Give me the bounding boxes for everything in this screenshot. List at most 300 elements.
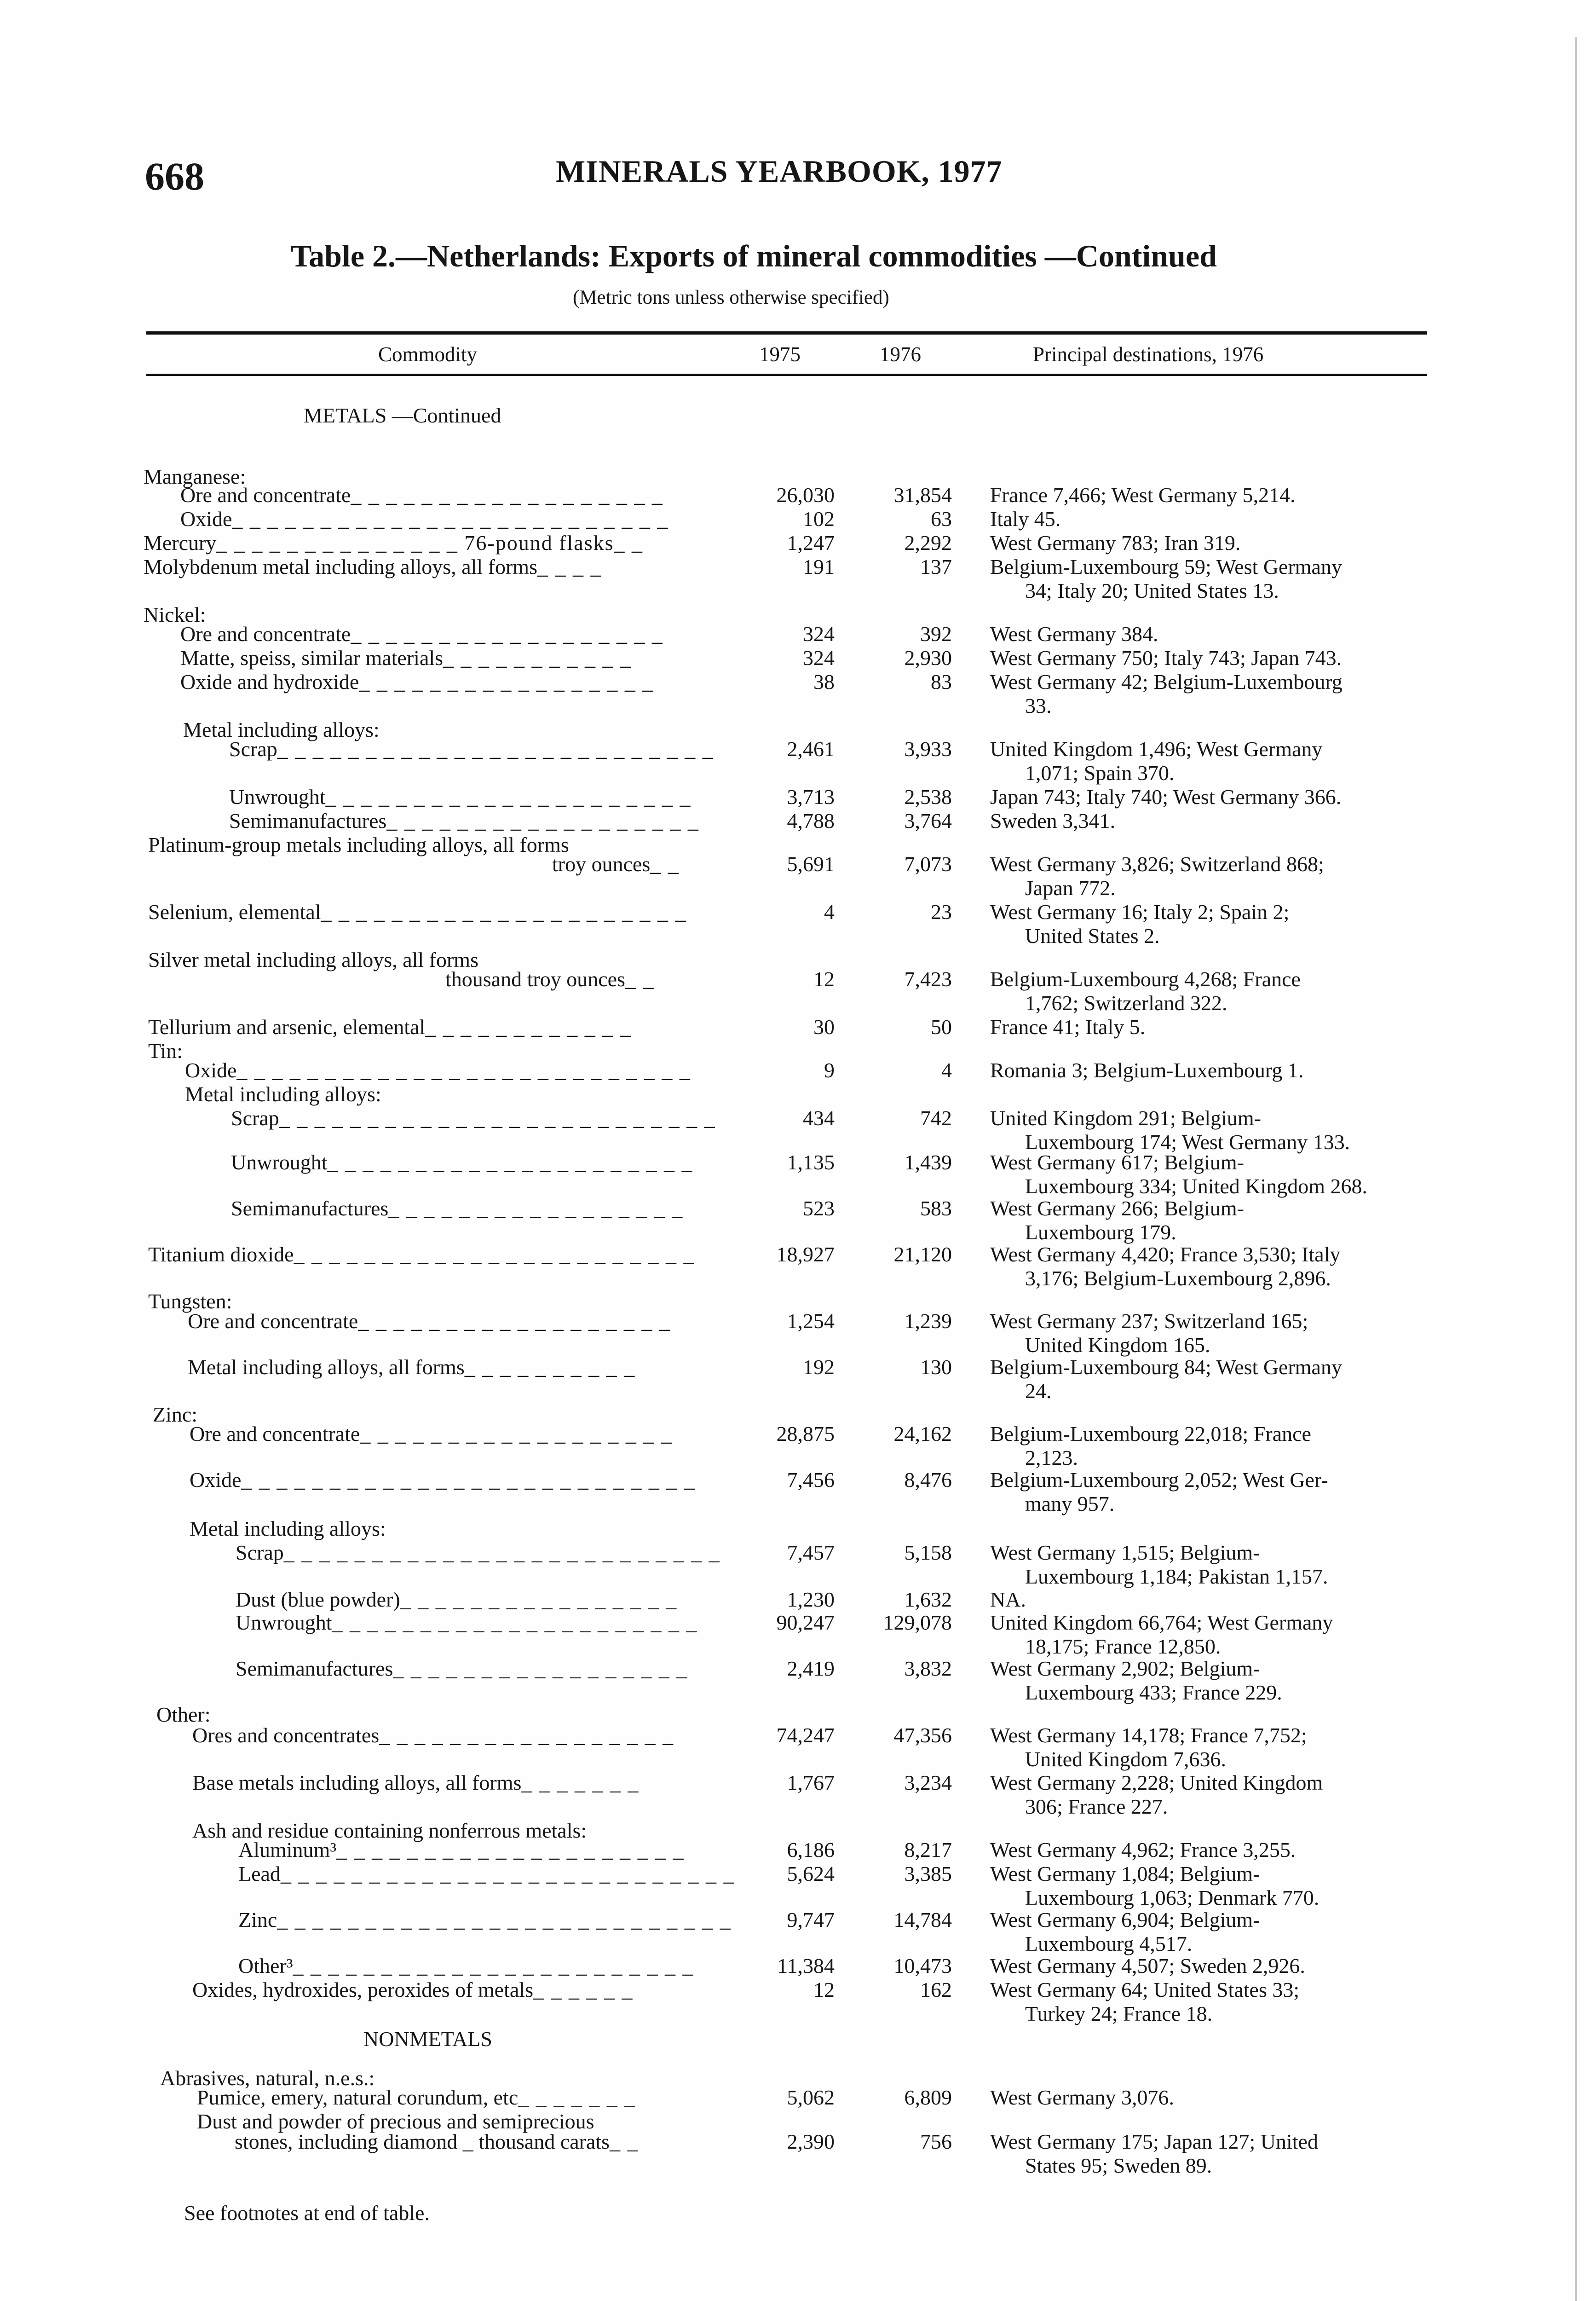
dot-leader: _ _ _ _ _ _ _ _ _ _ _ _ _ _ _ _ _ <box>379 1723 674 1747</box>
commodity-name: Metal including alloys: <box>190 1517 386 1540</box>
commodity-cell <box>192 1771 639 1795</box>
destinations-continuation: 1,071; Spain 370. <box>1025 761 1175 785</box>
value-1976: 1,439 <box>904 1150 952 1174</box>
value-1976: 83 <box>931 670 952 694</box>
destinations-line: United Kingdom 1,496; West Germany <box>990 737 1323 761</box>
destinations-continuation: Japan 772. <box>1025 876 1116 900</box>
commodity-cell <box>236 1611 698 1635</box>
destinations-line: Belgium-Luxembourg 59; West Germany <box>990 555 1342 578</box>
value-1975: 28,875 <box>776 1422 835 1445</box>
value-1976: 742 <box>920 1106 952 1130</box>
value-1975: 324 <box>803 622 835 646</box>
value-1976: 14,784 <box>893 1908 952 1931</box>
commodity-name: Other³ <box>238 1954 293 1977</box>
dot-leader: _ _ _ _ _ _ _ _ _ _ _ _ _ _ _ _ <box>400 1588 678 1611</box>
destinations-continuation: United Kingdom 165. <box>1025 1333 1210 1357</box>
value-1976: 3,933 <box>904 737 952 761</box>
value-1976: 162 <box>920 1978 952 2001</box>
destinations-continuation: United States 2. <box>1025 924 1160 948</box>
value-1976: 21,120 <box>893 1243 952 1266</box>
value-1975: 9 <box>824 1058 835 1082</box>
commodity-cell <box>238 1862 735 1886</box>
value-1976: 31,854 <box>893 483 952 507</box>
value-1975: 1,767 <box>787 1771 835 1794</box>
commodity-name: Oxides, hydroxides, peroxides of metals <box>192 1978 533 2001</box>
destinations-cell <box>990 1015 1145 1039</box>
value-1976: 2,292 <box>904 531 952 555</box>
destinations-cell <box>990 1838 1296 1862</box>
commodity-name: Molybdenum metal including alloys, all forms <box>144 555 537 578</box>
commodity-cell <box>180 507 668 531</box>
destinations-line: West Germany 16; Italy 2; Spain 2; <box>990 900 1290 924</box>
commodity-cell <box>185 1082 381 1106</box>
value-1975: 74,247 <box>776 1723 835 1747</box>
commodity-name: Oxide <box>185 1058 237 1082</box>
value-1976: 137 <box>920 555 952 578</box>
commodity-name: Zinc <box>238 1908 277 1931</box>
value-1976: 50 <box>931 1015 952 1039</box>
commodity-cell <box>185 1058 691 1082</box>
commodity-name: Mercury <box>144 531 217 555</box>
destinations-cell <box>990 1422 1311 1470</box>
commodity-name: Matte, speiss, similar materials <box>180 646 444 670</box>
destinations-continuation: 24. <box>1025 1379 1052 1403</box>
destinations-continuation: Luxembourg 4,517. <box>1025 1932 1193 1955</box>
commodity-name: Tungsten: <box>148 1289 232 1313</box>
dot-leader: _ _ _ _ _ _ _ _ _ _ _ _ _ _ _ _ _ _ _ _ _ _ _ <box>294 1243 695 1266</box>
destinations-continuation: 33. <box>1025 694 1052 717</box>
commodity-name: Unwrought <box>236 1611 332 1634</box>
page-number: 668 <box>145 154 204 198</box>
dot-leader: _ _ _ _ _ _ _ _ _ _ _ _ _ _ _ _ _ _ _ _ _ _ _ <box>293 1954 694 1977</box>
value-1975: 11,384 <box>777 1954 835 1977</box>
destinations-cell <box>990 1309 1308 1357</box>
commodity-cell <box>188 1355 635 1379</box>
commodity-name: Pumice, emery, natural corundum, etc <box>197 2086 519 2109</box>
dot-leader: _ _ _ _ _ _ _ _ _ _ _ _ _ _ _ _ _ _ _ _ <box>336 1838 685 1862</box>
commodity-name: Semimanufactures <box>231 1197 389 1220</box>
commodity-name: Base metals including alloys, all forms <box>192 1771 522 1794</box>
commodity-name: Semimanufactures <box>229 809 387 833</box>
destinations-continuation: 306; France 227. <box>1025 1795 1168 1818</box>
commodity-name: Oxide <box>190 1468 242 1492</box>
destinations-cell <box>990 1954 1305 1978</box>
value-1975: 30 <box>813 1015 835 1039</box>
value-1975: 4,788 <box>787 809 835 833</box>
commodity-name: Selenium, elemental <box>148 900 321 924</box>
destinations-continuation: 18,175; France 12,850. <box>1025 1635 1221 1658</box>
destinations-line: West Germany 617; Belgium- <box>990 1150 1245 1174</box>
destinations-cell <box>990 2086 1174 2110</box>
dot-leader: _ _ _ _ _ _ _ <box>521 1771 640 1794</box>
destinations-line: West Germany 4,420; France 3,530; Italy <box>990 1243 1341 1266</box>
value-1975: 102 <box>803 507 835 531</box>
destinations-line: West Germany 750; Italy 743; Japan 743. <box>990 646 1342 670</box>
value-1975: 2,419 <box>787 1657 835 1680</box>
table-top-rule <box>146 331 1427 335</box>
commodity-cell <box>188 1309 671 1333</box>
column-header-commodity: Commodity <box>378 343 478 366</box>
commodity-cell <box>190 1468 696 1492</box>
destinations-line: West Germany 14,178; France 7,752; <box>990 1723 1307 1747</box>
commodity-name: Metal including alloys: <box>183 718 380 741</box>
value-1975: 7,457 <box>787 1541 835 1564</box>
table-title: Table 2.—Netherlands: Exports of mineral commodities —Continued <box>291 238 1217 273</box>
value-1976: 2,538 <box>904 785 952 809</box>
destinations-cell <box>990 1150 1367 1198</box>
value-1975: 324 <box>803 646 835 670</box>
dot-leader: _ _ _ _ _ _ _ _ _ _ _ _ _ _ _ _ _ _ _ _ _ _ _ _ _ <box>277 737 714 761</box>
value-1976: 6,809 <box>904 2086 952 2109</box>
commodity-name: Metal including alloys: <box>185 1082 381 1106</box>
table-subtitle: (Metric tons unless otherwise specified) <box>573 287 889 308</box>
destinations-cell <box>990 900 1289 948</box>
commodity-name: Ore and concentrate <box>180 483 351 507</box>
commodity-cell <box>180 670 654 694</box>
commodity-name: Scrap <box>236 1541 284 1564</box>
dot-leader: _ _ _ _ _ _ _ _ _ _ _ _ _ _ _ _ _ <box>359 670 654 694</box>
value-1976: 756 <box>920 2130 952 2153</box>
commodity-name: Lead <box>238 1862 281 1885</box>
destinations-cell <box>990 1978 1299 2026</box>
dot-leader: _ _ _ _ _ _ _ _ _ _ _ _ _ _ _ _ _ _ _ _ _ <box>332 1611 698 1634</box>
commodity-cell <box>552 852 680 876</box>
dot-leader: _ _ _ _ _ _ _ _ _ _ _ _ _ _ _ _ _ _ _ _ _ <box>321 900 687 924</box>
destinations-continuation: Luxembourg 179. <box>1025 1220 1176 1244</box>
destinations-line: Japan 743; Italy 740; West Germany 366. <box>990 785 1342 809</box>
destinations-cell <box>990 1862 1319 1910</box>
value-1976: 583 <box>920 1197 952 1220</box>
dot-leader: _ _ _ _ _ _ _ _ _ _ _ _ _ _ _ _ _ _ _ _ _ _ _ _ _ <box>279 1106 716 1130</box>
value-1976: 2,930 <box>904 646 952 670</box>
destinations-line: West Germany 3,826; Switzerland 868; <box>990 852 1324 876</box>
commodity-name: Semimanufactures <box>236 1657 393 1680</box>
value-1976: 7,423 <box>904 967 952 991</box>
value-1975: 5,624 <box>787 1862 835 1885</box>
commodity-name: Manganese: <box>144 465 246 488</box>
commodity-name: stones, including diamond _ thousand carats <box>235 2130 610 2153</box>
commodity-cell <box>236 1588 677 1612</box>
destinations-cell <box>990 1468 1328 1516</box>
dot-leader: _ _ _ _ _ _ _ _ _ _ _ _ _ _ _ _ _ _ <box>360 1422 673 1445</box>
value-1975: 3,713 <box>787 785 835 809</box>
commodity-name: Silver metal including alloys, all forms <box>148 948 478 971</box>
scan-edge-line <box>1575 37 1577 2301</box>
destinations-line: NA. <box>990 1588 1026 1611</box>
destinations-continuation: Luxembourg 1,184; Pakistan 1,157. <box>1025 1565 1328 1588</box>
destinations-cell <box>990 1197 1244 1244</box>
dot-leader: _ _ _ _ _ _ _ _ _ _ <box>464 1355 636 1379</box>
value-1975: 1,254 <box>787 1309 835 1333</box>
dot-leader: _ _ _ _ _ _ _ _ _ _ _ _ _ _ _ _ _ _ _ _ _ <box>327 1150 693 1174</box>
destinations-line: Italy 45. <box>990 507 1061 531</box>
destinations-line: West Germany 1,084; Belgium- <box>990 1862 1260 1885</box>
destinations-continuation: 1,762; Switzerland 322. <box>1025 991 1227 1015</box>
commodity-cell <box>231 1197 683 1220</box>
commodity-name: Metal including alloys, all forms <box>188 1355 465 1379</box>
commodity-cell <box>190 1422 673 1446</box>
commodity-name: Ores and concentrates <box>192 1723 380 1747</box>
destinations-cell <box>990 1058 1303 1082</box>
destinations-line: United Kingdom 66,764; West Germany <box>990 1611 1333 1634</box>
value-1975: 38 <box>813 670 835 694</box>
destinations-line: Belgium-Luxembourg 22,018; France <box>990 1422 1311 1445</box>
commodity-name: Unwrought <box>229 785 326 809</box>
destinations-line: West Germany 6,904; Belgium- <box>990 1908 1260 1931</box>
value-1976: 23 <box>931 900 952 924</box>
destinations-cell <box>990 531 1240 555</box>
value-1975: 2,461 <box>787 737 835 761</box>
value-1975: 5,062 <box>787 2086 835 2109</box>
commodity-name: Oxide and hydroxide <box>180 670 359 694</box>
destinations-cell <box>990 507 1060 531</box>
destinations-continuation: 2,123. <box>1025 1446 1078 1469</box>
commodity-name: Ore and concentrate <box>188 1309 358 1333</box>
commodity-cell <box>229 737 714 761</box>
commodity-name: Platinum-group metals including alloys, all forms <box>148 833 569 856</box>
commodity-name: Zinc: <box>153 1403 198 1426</box>
value-1976: 5,158 <box>904 1541 952 1564</box>
destinations-line: West Germany 64; United States 33; <box>990 1978 1300 2001</box>
dot-leader: _ _ _ _ _ _ _ _ _ _ _ _ _ _ _ _ _ <box>393 1657 688 1680</box>
commodity-name: Scrap <box>229 737 277 761</box>
value-1975: 5,691 <box>787 852 835 876</box>
value-1975: 1,135 <box>787 1150 835 1174</box>
destinations-cell <box>990 1106 1350 1154</box>
footnote: See footnotes at end of table. <box>184 2201 430 2225</box>
commodity-name: Ore and concentrate <box>190 1422 360 1445</box>
commodity-name: Aluminum³ <box>238 1838 337 1862</box>
commodity-cell <box>190 1517 386 1541</box>
commodity-cell <box>148 900 687 924</box>
value-1975: 9,747 <box>787 1908 835 1931</box>
value-1975: 7,456 <box>787 1468 835 1492</box>
value-1975: 90,247 <box>776 1611 835 1634</box>
destinations-cell <box>990 852 1324 900</box>
destinations-continuation: Turkey 24; France 18. <box>1025 2002 1213 2025</box>
dot-leader: _ _ _ _ _ _ _ _ _ _ _ <box>443 646 632 670</box>
commodity-name: Tin: <box>148 1039 183 1063</box>
dot-leader: _ _ _ _ _ _ _ _ _ _ _ _ _ _ _ _ _ _ <box>351 622 663 646</box>
commodity-cell <box>148 833 569 857</box>
value-1975: 26,030 <box>776 483 835 507</box>
destinations-line: West Germany 42; Belgium-Luxembourg <box>990 670 1342 694</box>
destinations-cell <box>990 809 1115 833</box>
value-1975: 18,927 <box>776 1243 835 1266</box>
destinations-continuation: Luxembourg 334; United Kingdom 268. <box>1025 1174 1368 1198</box>
running-title: MINERALS YEARBOOK, 1977 <box>556 154 1003 189</box>
commodity-cell <box>180 622 663 646</box>
destinations-cell <box>990 555 1342 603</box>
commodity-name: Unwrought <box>231 1150 328 1174</box>
value-1976: 129,078 <box>883 1611 952 1634</box>
column-header-1976: 1976 <box>880 343 921 366</box>
destinations-line: Belgium-Luxembourg 4,268; France <box>990 967 1301 991</box>
destinations-cell <box>990 1541 1328 1589</box>
dot-leader: _ _ _ _ _ _ _ _ _ _ _ _ _ _ _ _ _ _ _ _ _ _ _ _ _ _ <box>277 1908 732 1931</box>
commodity-cell <box>231 1106 716 1130</box>
commodity-cell <box>148 1243 695 1266</box>
commodity-cell <box>192 1978 633 2002</box>
destinations-continuation: Luxembourg 174; West Germany 133. <box>1025 1130 1350 1154</box>
commodity-name: Dust (blue powder) <box>236 1588 400 1611</box>
dot-leader: _ _ _ _ _ _ _ _ _ _ _ _ _ _ _ _ _ _ _ _ _ _ _ _ _ _ <box>241 1468 696 1492</box>
destinations-cell <box>990 2130 1318 2178</box>
dot-leader: _ _ <box>650 852 680 876</box>
destinations-continuation: States 95; Sweden 89. <box>1025 2154 1212 2177</box>
commodity-cell <box>197 2086 636 2110</box>
commodity-cell <box>238 1838 685 1862</box>
value-1975: 4 <box>824 900 835 924</box>
value-1975: 12 <box>813 1978 835 2001</box>
commodity-name: Titanium dioxide <box>148 1243 294 1266</box>
value-1975: 191 <box>803 555 835 578</box>
dot-leader: _ _ _ _ _ _ _ _ _ _ _ _ _ _ _ _ _ _ <box>386 809 699 833</box>
value-1975: 1,247 <box>787 531 835 555</box>
destinations-cell <box>990 670 1342 718</box>
destinations-cell <box>990 1243 1341 1290</box>
destinations-continuation: Luxembourg 433; France 229. <box>1025 1681 1282 1704</box>
destinations-continuation: United Kingdom 7,636. <box>1025 1747 1226 1771</box>
commodity-name: troy ounces <box>552 852 651 876</box>
destinations-line: West Germany 237; Switzerland 165; <box>990 1309 1308 1333</box>
commodity-cell <box>144 555 602 579</box>
commodity-cell <box>144 531 643 555</box>
value-1975: 434 <box>803 1106 835 1130</box>
destinations-cell <box>990 1588 1026 1612</box>
value-1976: 63 <box>931 507 952 531</box>
dot-leader: _ _ _ _ _ _ _ _ _ _ _ _ _ _ _ _ _ _ _ _ _ _ _ _ _ _ <box>280 1862 735 1885</box>
commodity-name: Dust and powder of precious and semiprecious <box>197 2110 594 2133</box>
destinations-cell <box>990 1355 1342 1403</box>
dot-leader: _ _ _ _ <box>537 555 602 578</box>
destinations-cell <box>990 646 1342 670</box>
destinations-cell <box>990 1723 1307 1771</box>
destinations-cell <box>990 1908 1260 1956</box>
dot-leader: _ _ <box>625 967 655 991</box>
destinations-line: Romania 3; Belgium-Luxembourg 1. <box>990 1058 1304 1082</box>
value-1976: 24,162 <box>893 1422 952 1445</box>
commodity-cell <box>236 1657 688 1681</box>
destinations-continuation: 3,176; Belgium-Luxembourg 2,896. <box>1025 1266 1331 1290</box>
destinations-line: Belgium-Luxembourg 2,052; West Ger- <box>990 1468 1328 1492</box>
value-1976: 8,476 <box>904 1468 952 1492</box>
destinations-continuation: 34; Italy 20; United States 13. <box>1025 579 1279 602</box>
commodity-cell <box>229 809 699 833</box>
dot-leader: _ _ _ _ _ _ _ _ _ _ _ _ _ _ _ _ _ _ _ _ _ <box>325 785 691 809</box>
destinations-line: West Germany 175; Japan 127; United <box>990 2130 1318 2153</box>
value-1976: 4 <box>941 1058 952 1082</box>
value-1976: 3,832 <box>904 1657 952 1680</box>
destinations-line: West Germany 2,902; Belgium- <box>990 1657 1260 1680</box>
destinations-cell <box>990 1611 1333 1659</box>
column-header-1975: 1975 <box>759 343 801 366</box>
destinations-cell <box>990 483 1296 507</box>
value-1976: 3,234 <box>904 1771 952 1794</box>
commodity-name: Abrasives, natural, n.e.s.: <box>160 2066 375 2090</box>
destinations-line: United Kingdom 291; Belgium- <box>990 1106 1262 1130</box>
commodity-cell <box>180 483 663 507</box>
destinations-line: West Germany 1,515; Belgium- <box>990 1541 1260 1564</box>
commodity-name: Ore and concentrate <box>180 622 351 646</box>
commodity-cell <box>238 1908 732 1932</box>
destinations-cell <box>990 785 1341 809</box>
commodity-cell <box>180 646 632 670</box>
commodity-name: Other: <box>156 1703 211 1726</box>
value-1975: 6,186 <box>787 1838 835 1862</box>
destinations-line: West Germany 4,507; Sweden 2,926. <box>990 1954 1305 1977</box>
destinations-line: West Germany 384. <box>990 622 1158 646</box>
commodity-name: Oxide <box>180 507 232 531</box>
dot-leader: _ _ _ _ _ _ _ _ _ _ _ _ _ _ _ _ _ _ <box>351 483 663 507</box>
value-1976: 10,473 <box>893 1954 952 1977</box>
commodity-name: Nickel: <box>144 603 206 626</box>
destinations-line: West Germany 2,228; United Kingdom <box>990 1771 1323 1794</box>
commodity-cell <box>148 1015 632 1039</box>
destinations-cell <box>990 622 1158 646</box>
dot-leader: _ _ _ _ _ _ _ _ _ _ _ _ _ _ _ _ _ <box>388 1197 684 1220</box>
destinations-line: France 7,466; West Germany 5,214. <box>990 483 1296 507</box>
dot-leader: _ _ <box>610 2130 639 2153</box>
commodity-cell <box>236 1541 720 1565</box>
value-1976: 392 <box>920 622 952 646</box>
dot-leader: _ _ _ _ _ _ _ _ _ _ _ _ _ _ _ _ _ _ _ _ _ _ _ _ _ <box>232 507 669 531</box>
value-1976: 3,764 <box>904 809 952 833</box>
commodity-cell <box>229 785 691 809</box>
value-1975: 1,230 <box>787 1588 835 1611</box>
destinations-cell <box>990 1771 1323 1819</box>
commodity-cell <box>148 1039 183 1063</box>
commodity-name: Tellurium and arsenic, elemental <box>148 1015 426 1039</box>
commodity-name: Scrap <box>231 1106 279 1130</box>
commodity-name: Ash and residue containing nonferrous metals: <box>192 1819 587 1842</box>
value-1976: 7,073 <box>904 852 952 876</box>
value-1975: 523 <box>803 1197 835 1220</box>
dot-leader: _ _ _ _ _ _ _ _ _ _ _ _ _ _ 76-pound flasks_ _ <box>216 531 644 555</box>
dot-leader: _ _ _ _ _ _ _ _ _ _ _ _ _ _ _ _ _ _ _ _ _ _ _ _ _ _ <box>236 1058 691 1082</box>
destinations-cell <box>990 737 1322 785</box>
destinations-cell <box>990 967 1301 1015</box>
destinations-continuation: Luxembourg 1,063; Denmark 770. <box>1025 1886 1319 1909</box>
destinations-continuation: many 957. <box>1025 1492 1115 1515</box>
section-heading-metals: METALS —Continued <box>304 404 501 427</box>
commodity-cell <box>235 2130 639 2154</box>
dot-leader: _ _ _ _ _ _ _ _ _ _ _ _ _ _ _ _ _ _ <box>358 1309 671 1333</box>
commodity-cell <box>148 948 478 972</box>
commodity-cell <box>231 1150 693 1174</box>
value-1976: 3,385 <box>904 1862 952 1885</box>
value-1976: 1,239 <box>904 1309 952 1333</box>
destinations-line: West Germany 4,962; France 3,255. <box>990 1838 1296 1862</box>
destinations-line: France 41; Italy 5. <box>990 1015 1146 1039</box>
dot-leader: _ _ _ _ _ _ _ _ _ _ _ _ <box>425 1015 632 1039</box>
value-1976: 8,217 <box>904 1838 952 1862</box>
value-1976: 1,632 <box>904 1588 952 1611</box>
destinations-line: Belgium-Luxembourg 84; West Germany <box>990 1355 1342 1379</box>
value-1975: 12 <box>813 967 835 991</box>
dot-leader: _ _ _ _ _ _ _ _ _ _ _ _ _ _ _ _ _ _ _ _ _ _ _ _ _ <box>283 1541 720 1564</box>
dot-leader: _ _ _ _ _ _ _ <box>518 2086 636 2109</box>
value-1975: 192 <box>803 1355 835 1379</box>
section-heading-nonmetals: NONMETALS <box>363 2027 492 2051</box>
commodity-name: thousand troy ounces <box>445 967 625 991</box>
destinations-cell <box>990 1657 1282 1705</box>
destinations-line: West Germany 266; Belgium- <box>990 1197 1245 1220</box>
commodity-cell <box>445 967 654 991</box>
value-1976: 47,356 <box>893 1723 952 1747</box>
destinations-line: West Germany 783; Iran 319. <box>990 531 1241 555</box>
table-header-rule <box>146 374 1427 376</box>
